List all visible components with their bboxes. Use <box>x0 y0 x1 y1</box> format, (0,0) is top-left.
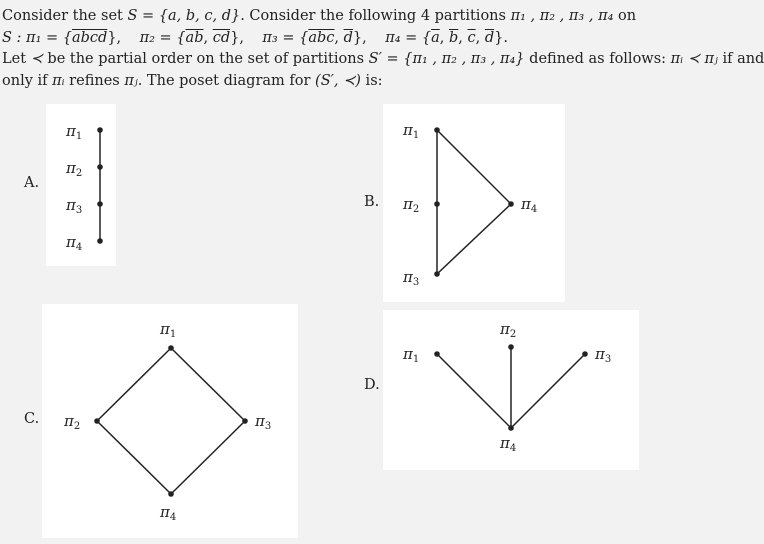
edge <box>171 421 245 494</box>
pi-j: πⱼ <box>124 72 138 89</box>
node-label: $\pi_1$ <box>403 121 420 141</box>
node-label: $\pi_4$ <box>500 434 517 454</box>
question-line-2 <box>2 28 718 50</box>
node-dot <box>97 201 103 207</box>
option-a-label[interactable]: A. <box>24 175 40 191</box>
text: , <box>334 29 344 46</box>
text: is: <box>360 72 383 89</box>
node-label: $\pi_3$ <box>66 196 83 216</box>
edge <box>97 421 171 494</box>
node-label: $\pi_4$ <box>521 195 538 215</box>
partition-4-block: $\overline{a}$ <box>431 29 440 46</box>
edge <box>97 348 171 421</box>
node-dot <box>434 201 440 207</box>
node-dot <box>582 351 588 357</box>
relation: πᵢ ≺ πⱼ <box>670 51 718 67</box>
node-dot <box>508 425 514 431</box>
node-label: $\pi_2$ <box>403 195 420 215</box>
edge <box>437 204 511 274</box>
node-dot <box>97 164 103 170</box>
text: }, <box>107 29 122 46</box>
partition-1-block: abcd <box>71 29 108 46</box>
question-line-1 <box>2 6 718 28</box>
text: }. <box>494 29 508 46</box>
node-dot <box>434 271 440 277</box>
poset-pair: (S′, ≺) <box>315 72 361 89</box>
node-label: $\pi_1$ <box>403 345 420 365</box>
partition-4-name: π₄ = { <box>385 29 432 46</box>
node-label: $\pi_2$ <box>500 320 517 340</box>
option-a-diagram[interactable] <box>46 104 116 266</box>
node-label: $\pi_1$ <box>160 320 177 340</box>
text: S : <box>2 29 27 46</box>
pi-i: πᵢ <box>52 72 65 89</box>
option-c-svg <box>42 304 298 538</box>
option-b-label[interactable]: B. <box>364 194 380 210</box>
partition-4-block: $\overline{c}$ <box>467 29 476 46</box>
node-dot <box>97 238 103 244</box>
set-s: S = {a, b, c, d} <box>127 8 241 24</box>
option-c-diagram[interactable] <box>42 304 298 538</box>
question-line-4 <box>2 71 718 93</box>
node-label: $\pi_4$ <box>66 233 83 253</box>
partition-2-block: $\overline{ab}$ <box>185 29 204 46</box>
partition-names: π₁ , π₂ , π₃ , π₄ <box>510 8 614 24</box>
question-text <box>2 6 764 92</box>
text: refines <box>64 72 125 89</box>
node-dot <box>97 127 103 133</box>
edge <box>437 354 511 428</box>
edge <box>437 130 511 204</box>
node-dot <box>508 201 514 207</box>
option-a-svg <box>46 104 116 266</box>
set-s-prime: S′ = {π₁ , π₂ , π₃ , π₄} <box>368 51 525 67</box>
text: . Consider the following 4 partitions <box>240 8 511 24</box>
node-dot <box>434 127 440 133</box>
prec-symbol: ≺ <box>30 51 43 67</box>
option-b-diagram[interactable] <box>383 104 565 302</box>
text: Consider the set <box>2 8 128 24</box>
edge <box>171 348 245 421</box>
option-d-svg <box>383 310 639 470</box>
partition-4-block: $\overline{d}$ <box>484 29 495 46</box>
node-label: $\pi_2$ <box>66 159 83 179</box>
text: defined as follows: <box>524 51 671 67</box>
text: Let <box>2 51 31 67</box>
node-dot <box>242 418 248 424</box>
text: be the partial order on the set of partitions <box>42 51 369 67</box>
node-dot <box>168 491 174 497</box>
node-label: $\pi_2$ <box>64 412 81 432</box>
node-label: $\pi_3$ <box>403 268 420 288</box>
option-d-label[interactable]: D. <box>364 377 380 393</box>
node-dot <box>94 418 100 424</box>
node-label: $\pi_3$ <box>255 412 272 432</box>
text: , <box>475 29 485 46</box>
node-label: $\pi_4$ <box>160 503 177 523</box>
node-dot <box>168 345 174 351</box>
partition-2-name: π₂ = { <box>139 29 186 46</box>
option-b-svg <box>383 104 565 302</box>
partition-3-name: π₃ = { <box>262 29 309 46</box>
text: if and <box>717 51 764 67</box>
text: , <box>439 29 449 46</box>
text: , <box>203 29 213 46</box>
partition-3-block: $\overline{abc}$ <box>308 29 335 46</box>
edge <box>511 354 585 428</box>
partition-1-name: π₁ = { <box>26 29 72 46</box>
text: on <box>613 8 637 24</box>
node-dot <box>508 344 514 350</box>
node-label: $\pi_3$ <box>595 345 612 365</box>
partition-2-block: $\overline{cd}$ <box>212 29 231 46</box>
option-c-label[interactable]: C. <box>24 411 40 427</box>
node-dot <box>434 351 440 357</box>
text: . The poset diagram for <box>137 72 316 89</box>
partition-4-block: $\overline{b}$ <box>449 29 459 46</box>
text: }, <box>230 29 244 46</box>
question-line-3 <box>2 49 764 71</box>
text: }, <box>352 29 367 46</box>
partition-3-block: $\overline{d}$ <box>343 29 353 46</box>
option-d-diagram[interactable] <box>383 310 639 470</box>
node-label: $\pi_1$ <box>66 122 83 142</box>
text: only if <box>2 72 53 89</box>
text: , <box>458 29 468 46</box>
